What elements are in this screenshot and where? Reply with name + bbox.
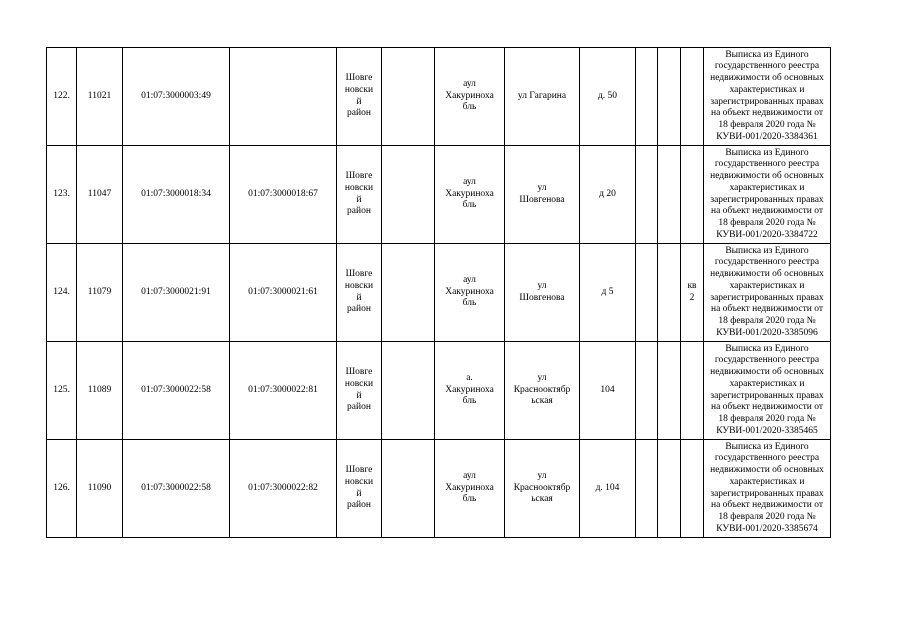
- settlement: а. Хакуриноха бль: [435, 342, 505, 440]
- table-row: [47, 342, 831, 440]
- source-document: Выписка из Единого государственного реестра недвижимости об основных характеристиках и зарегистрированных правах на объект недвижимости от 18 февраля 2020 года № КУВИ-001/2020-3385465: [704, 342, 831, 440]
- empty-cell: [658, 146, 681, 244]
- building-cadastral-number: 01:07:3000022:82: [230, 440, 337, 538]
- cadastral-number: 01:07:3000021:91: [123, 244, 230, 342]
- apartment: [681, 440, 704, 538]
- source-document: Выписка из Единого государственного реестра недвижимости об основных характеристиках и зарегистрированных правах на объект недвижимости от 18 февраля 2020 года № КУВИ-001/2020-3385674: [704, 440, 831, 538]
- house-number: 104: [580, 342, 636, 440]
- empty-cell: [382, 146, 435, 244]
- object-id: 11047: [77, 146, 123, 244]
- empty-cell: [636, 342, 658, 440]
- district: Шовге новски й район: [337, 342, 382, 440]
- apartment: [681, 48, 704, 146]
- empty-cell: [382, 48, 435, 146]
- property-registry-table: [46, 47, 831, 538]
- house-number: д 20: [580, 146, 636, 244]
- empty-cell: [636, 244, 658, 342]
- building-cadastral-number: 01:07:3000018:67: [230, 146, 337, 244]
- object-id: 11090: [77, 440, 123, 538]
- table-row: [47, 48, 831, 146]
- source-document: Выписка из Единого государственного реестра недвижимости об основных характеристиках и зарегистрированных правах на объект недвижимости от 18 февраля 2020 года № КУВИ-001/2020-3385096: [704, 244, 831, 342]
- district: Шовге новски й район: [337, 440, 382, 538]
- empty-cell: [636, 440, 658, 538]
- street: ул Краснооктябр ьская: [505, 440, 580, 538]
- street: ул Шовгенова: [505, 244, 580, 342]
- object-id: 11089: [77, 342, 123, 440]
- empty-cell: [658, 48, 681, 146]
- apartment: кв 2: [681, 244, 704, 342]
- object-id: 11079: [77, 244, 123, 342]
- settlement: аул Хакуриноха бль: [435, 146, 505, 244]
- street: ул Краснооктябр ьская: [505, 342, 580, 440]
- settlement: аул Хакуриноха бль: [435, 244, 505, 342]
- row-number: 125.: [47, 342, 77, 440]
- empty-cell: [636, 48, 658, 146]
- row-number: 126.: [47, 440, 77, 538]
- district: Шовге новски й район: [337, 48, 382, 146]
- table-row: [47, 244, 831, 342]
- object-id: 11021: [77, 48, 123, 146]
- empty-cell: [382, 244, 435, 342]
- cadastral-number: 01:07:3000003:49: [123, 48, 230, 146]
- empty-cell: [382, 440, 435, 538]
- row-number: 122.: [47, 48, 77, 146]
- district: Шовге новски й район: [337, 244, 382, 342]
- empty-cell: [658, 244, 681, 342]
- cadastral-number: 01:07:3000018:34: [123, 146, 230, 244]
- house-number: д. 104: [580, 440, 636, 538]
- row-number: 124.: [47, 244, 77, 342]
- table-row: [47, 146, 831, 244]
- cadastral-number: 01:07:3000022:58: [123, 342, 230, 440]
- house-number: д 5: [580, 244, 636, 342]
- building-cadastral-number: [230, 48, 337, 146]
- cadastral-number: 01:07:3000022:58: [123, 440, 230, 538]
- empty-cell: [658, 342, 681, 440]
- settlement: аул Хакуриноха бль: [435, 440, 505, 538]
- settlement: аул Хакуриноха бль: [435, 48, 505, 146]
- apartment: [681, 342, 704, 440]
- building-cadastral-number: 01:07:3000022:81: [230, 342, 337, 440]
- table-row: [47, 440, 831, 538]
- source-document: Выписка из Единого государственного реестра недвижимости об основных характеристиках и зарегистрированных правах на объект недвижимости от 18 февраля 2020 года № КУВИ-001/2020-3384361: [704, 48, 831, 146]
- district: Шовге новски й район: [337, 146, 382, 244]
- empty-cell: [636, 146, 658, 244]
- house-number: д. 50: [580, 48, 636, 146]
- apartment: [681, 146, 704, 244]
- building-cadastral-number: 01:07:3000021:61: [230, 244, 337, 342]
- source-document: Выписка из Единого государственного реестра недвижимости об основных характеристиках и зарегистрированных правах на объект недвижимости от 18 февраля 2020 года № КУВИ-001/2020-3384722: [704, 146, 831, 244]
- street: ул Шовгенова: [505, 146, 580, 244]
- empty-cell: [658, 440, 681, 538]
- street: ул Гагарина: [505, 48, 580, 146]
- empty-cell: [382, 342, 435, 440]
- row-number: 123.: [47, 146, 77, 244]
